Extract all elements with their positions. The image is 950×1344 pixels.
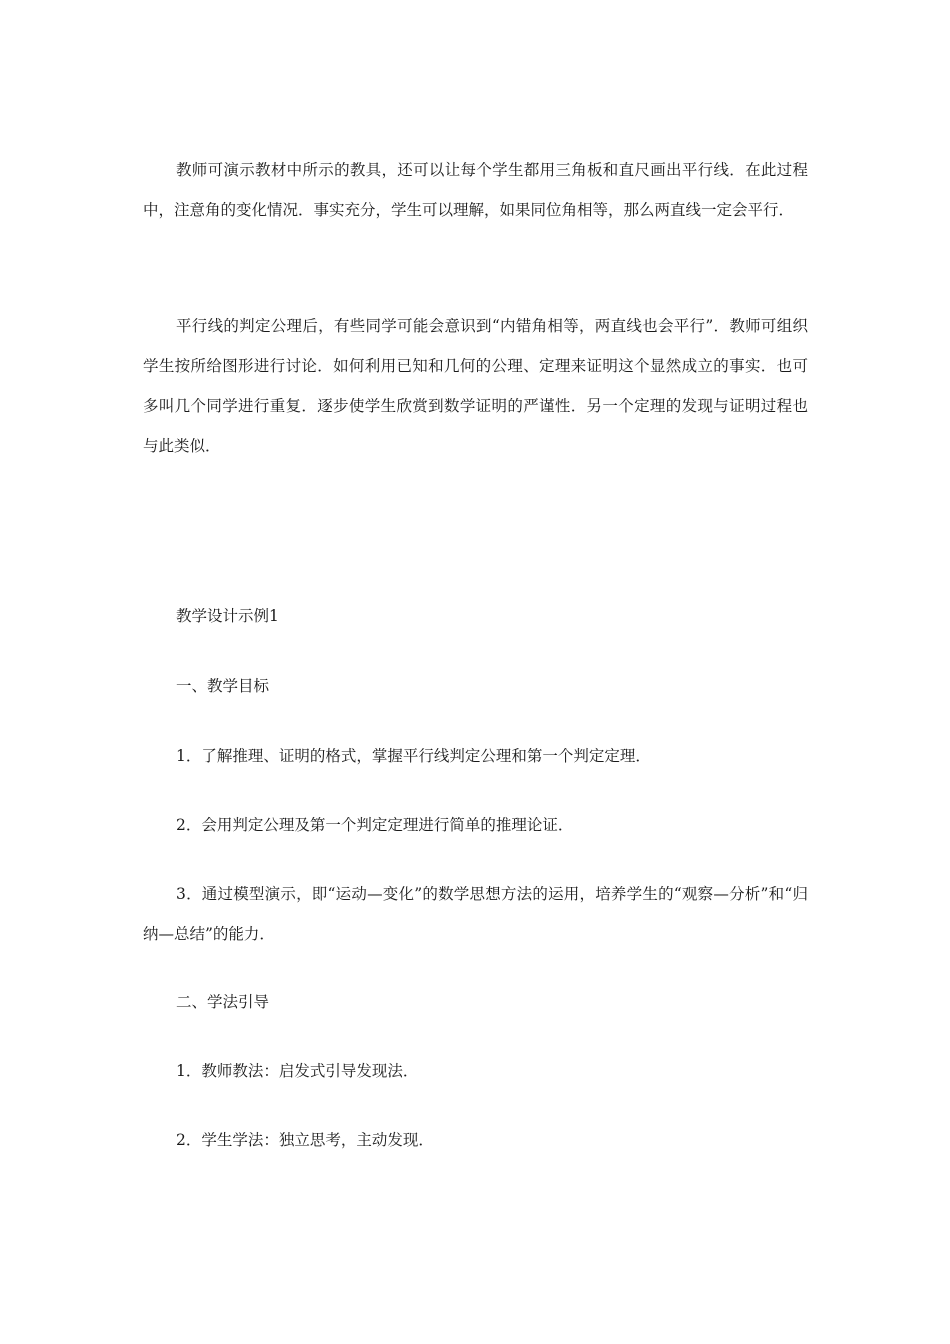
goal-item-2: 2．会用判定公理及第一个判定定理进行简单的推理论证． [176,816,574,834]
goal-item-3: 3．通过模型演示，即“运动—变化”的数学思想方法的运用，培养学生的“观察—分析”和“归纳—总结”的能力． [143,885,808,943]
method-item-1: 1．教师教法：启发式引导发现法． [176,1062,419,1080]
goal-item-1: 1．了解推理、证明的格式，掌握平行线判定公理和第一个判定定理． [176,747,651,765]
paragraph-parallel-axiom: 平行线的判定公理后，有些同学可能会意识到“内错角相等，两直线也会平行”．教师可组织学生按所给图形进行讨论．如何利用已知和几何的公理、定理来证明这个显然成立的事实．也可多叫几个同学进行重复．逐步使学生欣赏到数学证明的严谨性．另一个定理的发现与证明过程也与此类似． [143,317,808,455]
section-heading-methods: 二、学法引导 [176,993,270,1011]
method-item-2: 2．学生学法：独立思考，主动发现． [176,1131,434,1149]
section-heading-goals: 一、教学目标 [176,677,270,695]
design-title: 教学设计示例1 [176,607,279,625]
paragraph-teaching-aids: 教师可演示教材中所示的教具，还可以让每个学生都用三角板和直尺画出平行线．在此过程中，注意角的变化情况．事实充分，学生可以理解，如果同位角相等，那么两直线一定会平行． [143,161,808,219]
